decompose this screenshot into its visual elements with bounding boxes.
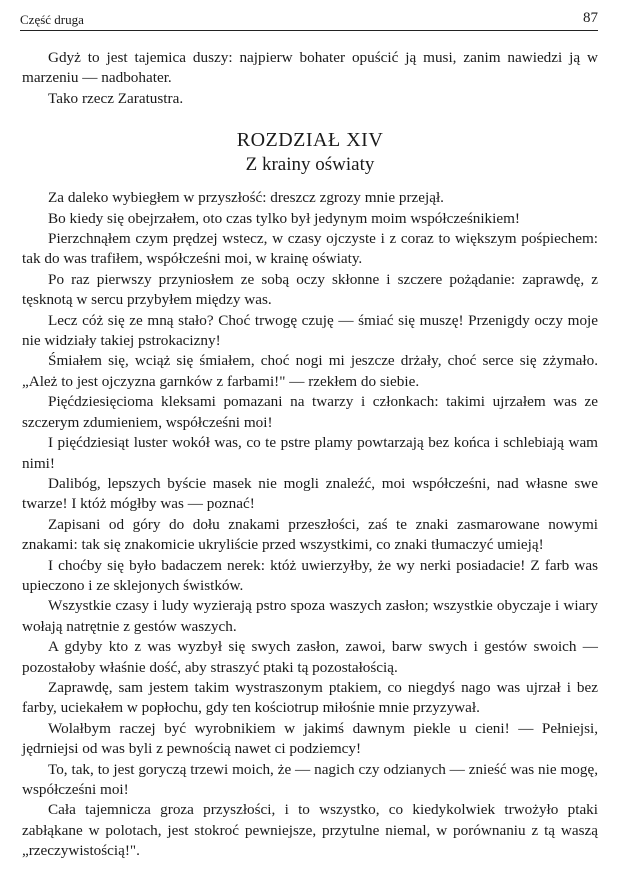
paragraph: I pięćdziesiąt luster wokół was, co te pstre plamy powtarzają bez końca i schlebiają wam nimi!: [22, 434, 598, 472]
body-text: [22, 48, 598, 862]
paragraph: I choćby się było badaczem nerek: któż uwierzyłby, że wy nerki posiadacie! Z farb was upieczono i ze sklejonych świstków.: [22, 556, 598, 594]
paragraph: Pierzchnąłem czym prędzej wstecz, w czasy ojczyste i z coraz to większym pośpiechem: tak do was trafiłem, współcześni moi, w krainę oświaty.: [22, 230, 598, 268]
paragraph: Wolałbym raczej być wyrobnikiem w jakimś dawnym piekle u cieni! — Pełniejsi, jędrniejsi od was byli z pewnością nawet ci podziemcy!: [22, 719, 598, 758]
paragraph: Śmiałem się, wciąż się śmiałem, choć nogi mi jeszcze drżały, choć serce się zżymało. „Ależ to jest ojczyzna garnków z farbami!" — rzekłem do siebie.: [22, 352, 598, 390]
paragraph: A gdyby kto z was wyzbył się swych zasłon, zawoi, barw swych i gestów swoich — pozostałoby właśnie dość, aby straszyć ptaki tą pozostałością.: [22, 638, 598, 676]
paragraph: Wszystkie czasy i ludy wyzierają pstro spoza waszych zasłon; wszystkie obyczaje i wiary wołają natrętnie z gestów waszych.: [22, 597, 598, 635]
page-number: 87: [583, 10, 598, 26]
paragraph: Dalibóg, lepszych byście masek nie mogli znaleźć, moi współcześni, nad własne swe twarze! I któż mógłby was — poznać!: [22, 474, 598, 513]
paragraph: Po raz pierwszy przyniosłem ze sobą oczy skłonne i szczere pożądanie: zaprawdę, z tęsknotą w sercu przybyłem między was.: [22, 270, 598, 309]
chapter-number: ROZDZIAŁ XIV: [236, 129, 384, 152]
paragraph: Cała tajemnicza groza przyszłości, i to wszystko, co kiedykolwiek trwożyło ptaki zabłąkane w polotach, jest stokroć pewniejsze, przytulne niemal, w porównaniu z tą waszą „rzeczywistością!".: [22, 801, 598, 860]
paragraph: To, tak, to jest goryczą trzewi moich, że — nagich czy odzianych — znieść was nie mogę, współcześni moi!: [22, 760, 598, 798]
chapter-title: Z krainy oświaty: [245, 154, 375, 176]
paragraph: Bo kiedy się obejrzałem, oto czas tylko był jedynym moim współcześnikiem!: [48, 209, 520, 227]
paragraph: Gdyż to jest tajemica duszy: najpierw bohater opuścić ją musi, zanim nawiedzi ją w marzeniu — nadbohater.: [22, 49, 598, 87]
paragraph: Pięćdziesięcioma kleksami pomazani na twarzy i członkach: takimi ujrzałem was ze szczerym zdumieniem, współcześni moi!: [22, 393, 598, 431]
paragraph: Za daleko wybiegłem w przyszłość: dreszcz zgrozy mnie przejął.: [48, 189, 444, 207]
paragraph: Zaprawdę, sam jestem takim wystraszonym ptakiem, co niegdyś nago was ujrzał i bez farby, uciekałem w popłochu, gdy ten kościotrup miłośnie mnie przyzywał.: [22, 678, 598, 717]
paragraph: Lecz cóż się ze mną stało? Choć trwogę czuję — śmiać się muszę! Przenigdy oczy moje nie widziały takiej pstrokacizny!: [22, 311, 598, 350]
running-title: Część druga: [20, 12, 84, 27]
chapter-heading: [22, 128, 598, 177]
paragraph: Tako rzecz Zaratustra.: [48, 89, 184, 107]
paragraph: Zapisani od góry do dołu znakami przeszłości, zaś te znaki zasmarowane nowymi znakami: tak się znakomicie ukryliście przed wszystkimi, co znaki tłumaczyć umieją!: [22, 515, 598, 554]
running-header: [20, 8, 598, 31]
